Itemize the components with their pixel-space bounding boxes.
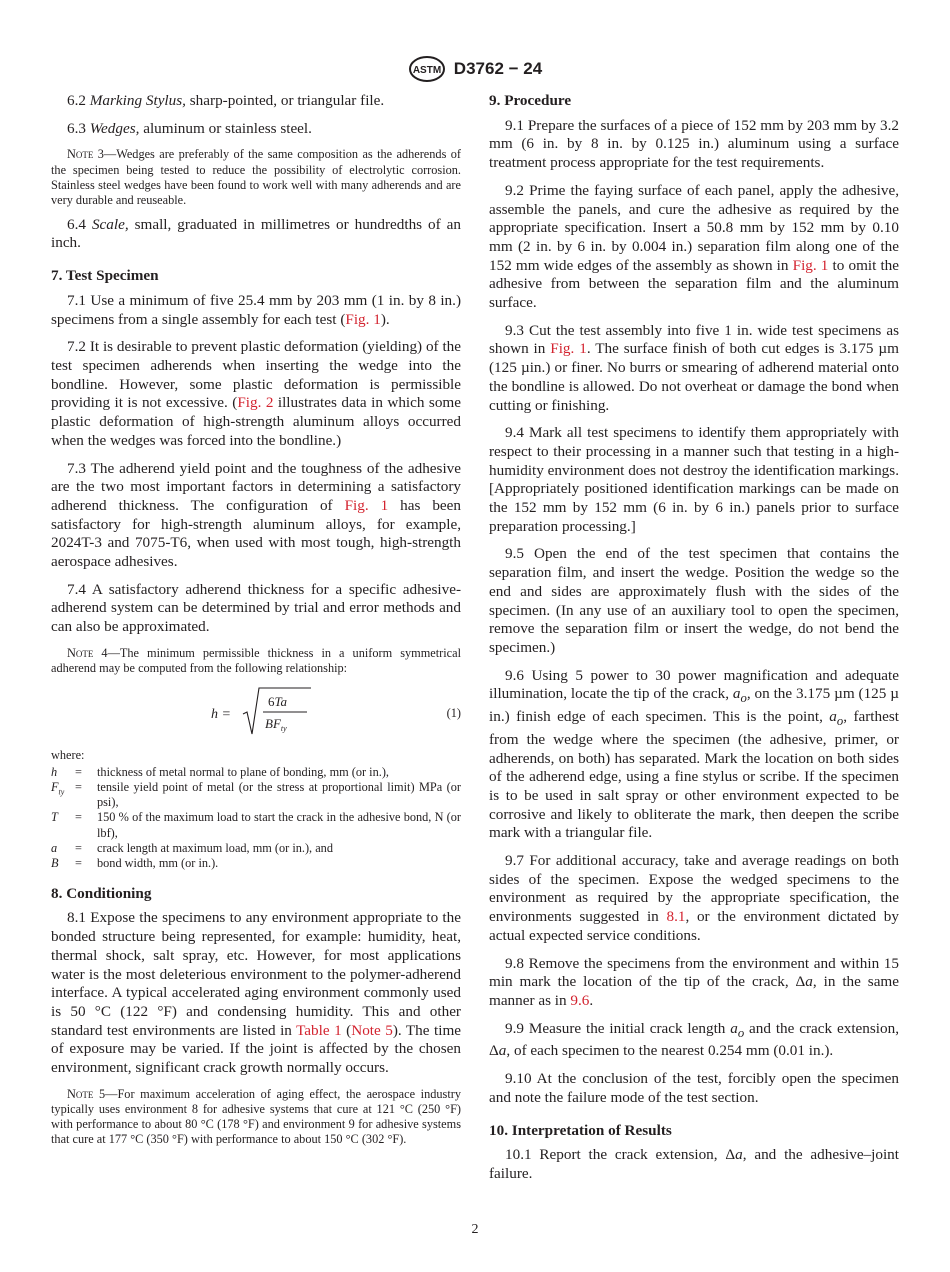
paragraph-6-2: 6.2 Marking Stylus, sharp-pointed, or triangular file. [67,92,385,109]
paragraph-6-3: 6.3 Wedges, aluminum or stainless steel. [67,119,312,137]
paragraph-8-1: 8.1 Expose the specimens to any environment appropriate to the bonded structure being represented, for example: humidity, heat, thermal shock, salt spray, etc. However, for most applications water is the most deleterious environment to the polymer-adherend interface. A typical accelerated aging environment commonly used is 50 °C (122 °F) and condensing humidity. This and other standard test environments are listed in Table 1 (Note 5). The time of exposure may be varied. If the joint is affected by the chosen environment, significant crack growth normally occurs. [51,909,461,1077]
paragraph-7-3: 7.3 The adherend yield point and the toughness of the adhesive are the two most important factors in determining a satisfactory adherend thickness. The configuration of Fig. 1 has been satisfactory for high-strength aluminum alloys, for example, 2024T-3 and 7075-T6, when used with most tough, high-strength aerospace adhesives. [51,459,461,571]
note-3: Note 3—Wedges are preferably of the same composition as the adherends of the specimen being tested to reduce the possibility of electrolytic corrosion. Stainless steel wedges have been found to work well with many adherends and are very durable and reuseable. [51,147,461,207]
paragraph-9-9: 9.9 Measure the initial crack length $a_o$ and the crack extension, Δa, of each specimen to the nearest 0.254 mm (0.01 in.). [489,1019,899,1060]
variable-row [51,765,461,780]
paragraph-9-2: 9.2 Prime the faying surface of each panel, apply the adhesive, assemble the panels, and cure the adhesive as required by the appropriate specification. Insert a 50.8 mm by 152 mm by 0.10 mm (2 in. by 6 in. by 0.004 in.) separation film along one of the 152 mm wide edges of the assembly as shown in Fig. 1 to omit the adhesive from between the separation film and the aluminum surface. [489,181,899,312]
variable-row [51,856,461,871]
variable-equals: = [75,855,82,870]
section-8-1-link[interactable]: 8.1 [666,908,686,926]
variable-equals: = [75,810,82,825]
paragraph-9-4: 9.4 Mark all test specimens to identify them appropriately with respect to their processing in a manner such that testing in a high-humidity environment does not destroy the identification markings. [Appropriately positioned identification markings can be made on the 152 mm by 152 mm (6 in. by 6 in.) panels prior to surface preparation processing.] [489,424,899,535]
fig-2-link[interactable]: Fig. 2 [237,394,274,412]
where-label: where: [51,748,85,763]
variable-symbol: a [51,840,58,855]
section-9-heading: 9. Procedure [489,92,572,109]
variable-equals: = [75,780,82,795]
section-7-heading: 7. Test Specimen [51,267,159,285]
equation-formula [211,684,351,742]
variable-definition: thickness of metal normal to plane of bonding, mm (or in.), [97,765,389,780]
document-number: D3762 − 24 [453,59,543,78]
variable-row [51,810,461,840]
variable-equals: = [75,765,82,780]
left-column [51,92,461,1155]
section-8-heading: 8. Conditioning [51,884,152,902]
variable-definition: bond width, mm (or in.). [97,855,219,870]
section-9-6-link[interactable]: 9.6 [570,992,590,1009]
paragraph-9-8: 9.8 Remove the specimens from the environment and within 15 min mark the location of the tip of the crack, Δa, in the same manner as in 9.6. [489,954,899,1009]
paragraph-9-3: 9.3 Cut the test assembly into five 1 in. wide test specimens as shown in Fig. 1. The surface finish of both cut edges is 3.175 µm (125 µin.) or finer. No burrs or smearing of adherend material onto the bondline is allowed. Do not overheat or damage the bond when cutting or finishing. [489,321,899,414]
variable-equals: = [75,840,82,855]
variable-symbol: h [51,765,58,780]
svg-text:6Ta: 6Ta [268,694,288,710]
fig-1-link[interactable]: Fig. 1 [550,340,587,358]
paragraph-6-4: 6.4 Scale, small, graduated in millimetres or hundredths of an inch. [51,215,461,252]
paragraph-9-7: 9.7 For additional accuracy, take and average readings on both sides of the specimen. Expose the wedged specimens to the environment as required by the appropriate specification, the environments suggested in 8.1, or the environment dictated by actual expected service conditions. [489,852,899,944]
note-5: Note 5—For maximum acceleration of aging effect, the aerospace industry typically uses environment 8 for adhesive systems that cure at 121 °C (250 °F) with performance to about 80 °C (178 °F) and environment 9 for adhesive systems that cure at 177 °C (350 °F) with performance to about 150 °C (302 °F). [51,1086,461,1147]
variable-symbol: $F_{ty}$ [51,780,65,797]
astm-logo-icon [408,56,446,82]
svg-text:h =: h = [211,707,231,723]
variable-definition: crack length at maximum load, mm (or in.), and [97,840,333,855]
paragraph-9-10: 9.10 At the conclusion of the test, forcibly open the specimen and note the failure mode of the test section. [489,1070,899,1106]
paragraph-7-4: 7.4 A satisfactory adherend thickness for a specific adhesive-adherend system can be determined by trial and error methods and can also be approximated. [51,580,461,636]
svg-text:BFty: $BF_{ty}$ [265,716,287,734]
equation-1 [51,684,461,742]
variable-definition: 150 % of the maximum load to start the crack in the adhesive bond, N (or lbf), [97,810,461,840]
variable-definitions [51,765,461,871]
paragraph-10-1: 10.1 Report the crack extension, Δa, and the adhesive–joint failure. [489,1146,899,1182]
svg-text:ASTM: ASTM [412,65,441,76]
variable-row [51,780,461,810]
variable-row [51,841,461,856]
note-4: Note 4—The minimum permissible thickness in a uniform symmetrical adherend may be computed from the following relationship: [51,645,461,675]
right-column [489,92,899,1193]
paragraph-7-1: 7.1 Use a minimum of five 25.4 mm by 203 mm (1 in. by 8 in.) specimens from a single assembly for each test (Fig. 1). [51,291,461,328]
section-10-heading: 10. Interpretation of Results [489,1121,672,1139]
page-number: 2 [471,1222,479,1237]
variable-definition: tensile yield point of metal (or the stress at proportional limit) MPa (or psi), [97,780,461,810]
page-header [0,56,950,82]
variable-symbol: T [51,810,58,825]
paragraph-9-1: 9.1 Prepare the surfaces of a piece of 152 mm by 203 mm by 3.2 mm (6 in. by 8 in. by 0.125 in.) aluminum using a surface treatment process appropriate for the test requirements. [489,116,899,172]
fig-1-link[interactable]: Fig. 1 [344,496,389,514]
variable-symbol: B [51,855,59,870]
note-5-link[interactable]: Note 5 [351,1021,393,1039]
paragraph-9-5: 9.5 Open the end of the test specimen that contains the separation film, and insert the wedge. Position the wedge so the end and sides are approximately flush with the sides of the specimen. (In any use of an auxiliary tool to open the specimen, remove the separation film or insert the wedge, do not bend the specimen.) [489,545,899,656]
table-1-link[interactable]: Table 1 [296,1021,342,1039]
fig-1-link[interactable]: Fig. 1 [345,310,381,328]
paragraph-9-6: 9.6 Using 5 power to 30 power magnification and adequate illumination, locate the tip of the crack, $a_o$, on the 3.175 µm (125 µ in.) finish edge of each specimen. This is the point, $a_o$, farthest from the wedge where the specimen (the adhesive, primer, or adherends, on both) has separated. Mark the location on both sides of the adherend edge, using a fine stylus or scribe. If the specimen is to be used in salt spray or other environment expected to be corrosive and likely to obliterate the mark, then deepen the scribe mark with a triangular file. [489,666,899,842]
paragraph-7-2: 7.2 It is desirable to prevent plastic deformation (yielding) of the test specimen adherends when inserting the wedge into the bondline. However, some plastic deformation is permissible providing it is not excessive. (Fig. 2 illustrates data in which some plastic deformation of high-strength aluminum alloys occurred when the wedges was forced into the bondline.) [51,338,461,449]
equation-number: (1) [446,706,461,721]
fig-1-link[interactable]: Fig. 1 [792,256,829,274]
